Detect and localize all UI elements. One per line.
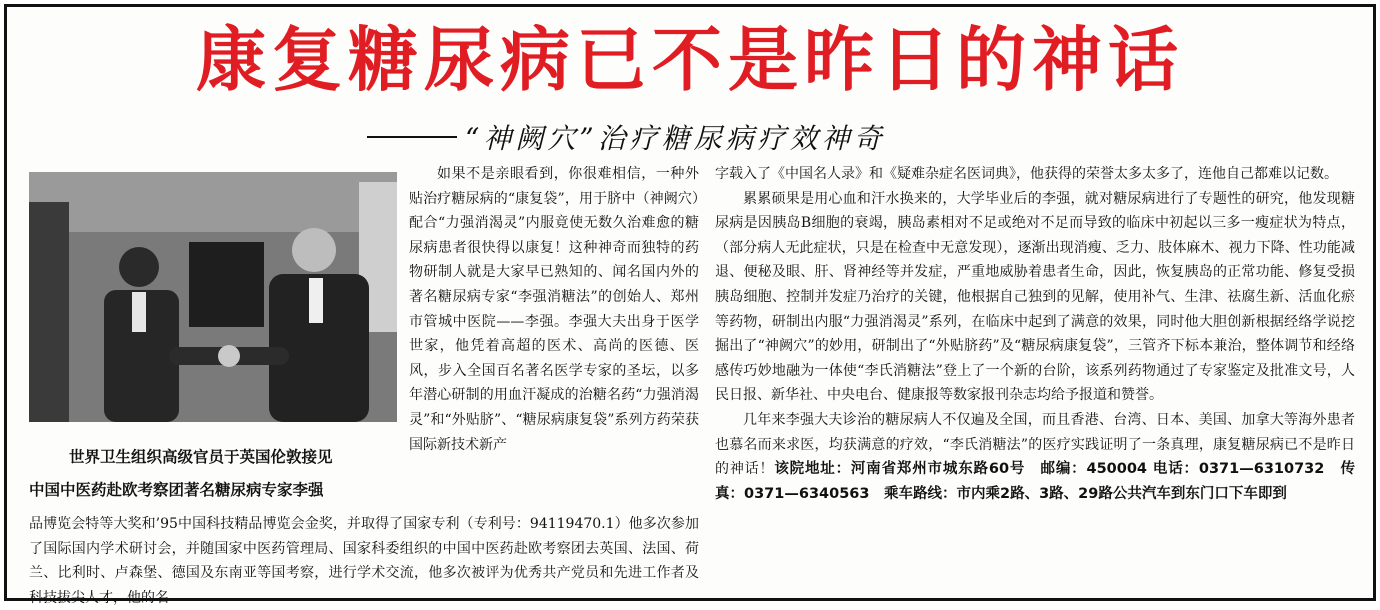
article-paragraph: 如果不是亲眼看到，你很难相信，一种外贴治疗糖尿病的“康复袋”，用于脐中（神阙穴）配合“力强消渴灵”内服竟使无数久治难愈的糖尿病患者很快得以康复！这种神奇而独特的药物研制人就是大家早已熟知的、闻名国内外的著名糖尿病专家“李强消糖法”的创始人、郑州市管城中医院——李强。李强大夫出身于医学世家，他凭着高超的医术、高尚的医德、医风，步入全国百名著名医学专家的圣坛，以多年潜心研制的用血汗凝成的治糖名药“力强消渴灵”和“外贴脐”、“糖尿病康复袋”系列方药荣获国际新技术新产 bbox=[409, 166, 699, 453]
article-paragraph bbox=[715, 408, 1355, 506]
article-column-right bbox=[715, 162, 1355, 592]
article-closing-text: 几年来李强大夫诊治的糖尿病人不仅遍及全国，而且香港、台湾、日本、美国、加拿大等海外患者也慕名而来求医，均获满意的疗效，“李氏消糖法”的医疗实践证明了一条真理，康复糖尿病已不是昨日的神话！ bbox=[715, 411, 1355, 478]
newspaper-clipping bbox=[4, 4, 1376, 606]
article-paragraph: 字载入了《中国名人录》和《疑难杂症名医词典》，他获得的荣誉太多太多了，连他自己都难以记数。 bbox=[715, 166, 1338, 182]
contact-info: 该院地址：河南省郑州市城东路60号 邮编：450004 电话：0371—6310732 传真：0371—6340563 乘车路线：市内乘2路、3路、29路公共汽车到东门口下车即到 bbox=[715, 461, 1356, 502]
handshake-photo-illustration bbox=[29, 172, 397, 422]
subheadline: “神阙穴”治疗糖尿病疗效神奇 bbox=[465, 122, 886, 155]
photo-caption-line2: 中国中医药赴欧考察团著名糖尿病专家李强 bbox=[29, 481, 324, 499]
photo-caption-line1: 世界卫生组织高级官员于英国伦敦接见 bbox=[69, 448, 333, 466]
headline: 康复糖尿病已不是昨日的神话 bbox=[196, 19, 1184, 101]
article-paragraph: 品博览会特等大奖和’95中国科技精品博览会金奖，并取得了国家专利（专利号：94119470.1）他多次参加了国际国内学术研讨会，并随国家中医药管理局、国家科委组织的中国中医药赴欧考察团去英国、法国、荷兰、比利时、卢森堡、德国及东南亚等国考察，进行学术交流，他多次被评为优秀共产党员和先进工作者及科技拔尖人才，他的名 bbox=[29, 516, 699, 606]
subheadline-row bbox=[367, 117, 1067, 157]
news-photo bbox=[29, 172, 397, 422]
article-paragraph: 累累硕果是用心血和汗水换来的，大学毕业后的李强，就对糖尿病进行了专题性的研究，他发现糖尿病是因胰岛B细胞的衰竭，胰岛素相对不足或绝对不足而导致的临床中初起以三多一瘦症状为特点，（部分病人无此症状，只是在检查中无意发现），逐渐出现消瘦、乏力、肢体麻木、视力下降、性功能减退、便秘及眼、肝、肾神经等并发症，严重地威胁着患者生命，因此，恢复胰岛的正常功能、修复受损胰岛细胞、控制并发症乃治疗的关键，他根据自己独到的见解，使用补气、生津、祛腐生新、活血化瘀等药物，研制出内服“力强消渴灵”系列，在临床中起到了满意的效果，同时他大胆创新根据经络学说挖掘出了“神阙穴”的妙用，研制出了“外贴脐药”及“糖尿病康复袋”，三管齐下标本兼治，整体调节和经络感传巧妙地融为一体使“李氏消糖法”登上了一个新的台阶，该系列药物通过了专家鉴定及批准文号，人民日报、新华社、中央电台、健康报等数家报刊杂志均给予报道和赞誉。 bbox=[715, 190, 1355, 404]
subheadline-dash bbox=[367, 136, 457, 138]
article-column-bottom-left bbox=[29, 512, 699, 606]
article-column-middle bbox=[409, 162, 699, 510]
